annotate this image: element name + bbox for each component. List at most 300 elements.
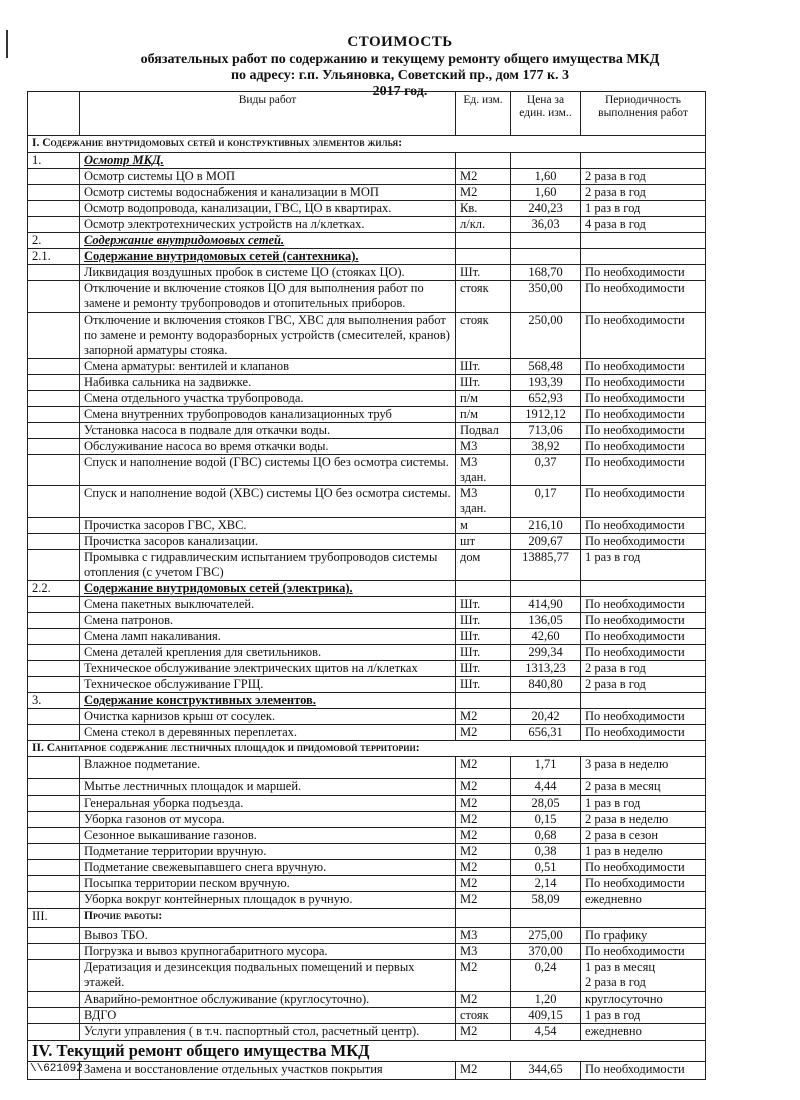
row-periodicity: По необходимости — [581, 944, 706, 960]
table-row — [28, 486, 706, 518]
row-unit: М3 — [456, 928, 511, 944]
row-number — [28, 217, 80, 233]
row-work-title: Смена ламп накаливания. — [80, 629, 456, 645]
row-price: 0,38 — [511, 844, 581, 860]
row-periodicity: По необходимости — [581, 860, 706, 876]
table-row — [28, 375, 706, 391]
row-unit: Шт. — [456, 597, 511, 613]
row-number: 1. — [28, 153, 80, 169]
table-row — [28, 677, 706, 693]
row-number — [28, 185, 80, 201]
row-number — [28, 1008, 80, 1024]
sub-heading-row — [28, 693, 706, 709]
row-number — [28, 645, 80, 661]
table-row — [28, 1008, 706, 1024]
table-row — [28, 844, 706, 860]
table-row — [28, 391, 706, 407]
row-price: 168,70 — [511, 265, 581, 281]
row-price: 13885,77 — [511, 550, 581, 581]
row-periodicity: 1 раз в год — [581, 1008, 706, 1024]
document-year: 2017 год. — [372, 84, 428, 99]
row-periodicity: По необходимости — [581, 423, 706, 439]
row-work-title: Спуск и наполнение водой (ГВС) системы ЦО без осмотра системы. — [80, 455, 456, 486]
row-periodicity: ежедневно — [581, 892, 706, 909]
group-heading-row — [28, 153, 706, 169]
row-periodicity: 2 раза в год — [581, 185, 706, 201]
row-periodicity: По необходимости — [581, 709, 706, 725]
row-unit: М2 — [456, 992, 511, 1008]
row-unit — [456, 909, 511, 928]
row-unit: М2 — [456, 844, 511, 860]
row-price: 1,20 — [511, 992, 581, 1008]
row-number — [28, 779, 80, 796]
row-unit: Шт. — [456, 677, 511, 693]
row-number — [28, 613, 80, 629]
big-heading-row — [28, 1041, 706, 1062]
row-unit: М2 — [456, 796, 511, 812]
document-title: СТОИМОСТЬ — [347, 34, 453, 50]
row-price: 0,68 — [511, 828, 581, 844]
row-unit: М2 — [456, 960, 511, 992]
row-number — [28, 375, 80, 391]
row-work-title: Смена патронов. — [80, 613, 456, 629]
table-row — [28, 661, 706, 677]
table-row — [28, 185, 706, 201]
row-number — [28, 661, 80, 677]
row-periodicity: 1 раз в месяц 2 раза в год — [581, 960, 706, 992]
table-row — [28, 828, 706, 844]
row-price: 240,23 — [511, 201, 581, 217]
row-number — [28, 407, 80, 423]
table-row — [28, 613, 706, 629]
row-work-title: Уборка вокруг контейнерных площадок в ручную. — [80, 892, 456, 909]
row-periodicity: По необходимости — [581, 455, 706, 486]
works-table — [27, 91, 706, 1080]
row-number — [28, 725, 80, 741]
row-number — [28, 892, 80, 909]
row-number — [28, 201, 80, 217]
row-periodicity: По необходимости — [581, 313, 706, 359]
row-periodicity: 1 раз в год — [581, 201, 706, 217]
row-price: 0,51 — [511, 860, 581, 876]
row-price: 652,93 — [511, 391, 581, 407]
row-price: 4,44 — [511, 779, 581, 796]
row-number: III. — [28, 909, 80, 928]
row-unit — [456, 249, 511, 265]
row-periodicity: По необходимости — [581, 375, 706, 391]
row-work-title: Обслуживание насоса во время откачки воды. — [80, 439, 456, 455]
table-row — [28, 359, 706, 375]
row-number: 2. — [28, 233, 80, 249]
row-number — [28, 423, 80, 439]
row-number — [28, 860, 80, 876]
row-price: 344,65 — [511, 1062, 581, 1080]
table-row — [28, 709, 706, 725]
row-periodicity: По необходимости — [581, 629, 706, 645]
row-number: 3. — [28, 693, 80, 709]
row-work-title: Отключение и включение стояков ЦО для выполнения работ по замене и ремонту трубопроводов и отопительных приборов. — [80, 281, 456, 313]
row-work-title: Содержание внутридомовых сетей (электрика). — [80, 581, 456, 597]
row-periodicity: 2 раза в год — [581, 169, 706, 185]
row-price: 299,34 — [511, 645, 581, 661]
table-row — [28, 928, 706, 944]
table-row — [28, 796, 706, 812]
row-number — [28, 876, 80, 892]
table-row — [28, 439, 706, 455]
row-price: 0,17 — [511, 486, 581, 518]
row-periodicity: По необходимости — [581, 725, 706, 741]
row-unit: М2 — [456, 860, 511, 876]
sec-heading-row — [28, 909, 706, 928]
row-work-title: Генеральная уборка подъезда. — [80, 796, 456, 812]
row-number — [28, 960, 80, 992]
row-unit: М2 — [456, 169, 511, 185]
row-unit: п/м — [456, 391, 511, 407]
row-work-title: Набивка сальника на задвижке. — [80, 375, 456, 391]
row-periodicity: По необходимости — [581, 265, 706, 281]
row-work-title: Вывоз ТБО. — [80, 928, 456, 944]
table-row — [28, 892, 706, 909]
section-heading: I. Содержание внутридомовых сетей и конструктивных элементов жилья: — [28, 136, 706, 153]
row-unit: п/м — [456, 407, 511, 423]
table-row — [28, 550, 706, 581]
row-work-title: Прочистка засоров канализации. — [80, 534, 456, 550]
row-unit: М3 здан. — [456, 486, 511, 518]
row-unit: М2 — [456, 1024, 511, 1041]
row-work-title: Смена арматуры: вентилей и клапанов — [80, 359, 456, 375]
row-work-title: Сезонное выкашивание газонов. — [80, 828, 456, 844]
row-periodicity: По необходимости — [581, 518, 706, 534]
table-row — [28, 217, 706, 233]
col-header-unit: Ед. изм. — [456, 92, 511, 136]
table-row — [28, 169, 706, 185]
row-price: 409,15 — [511, 1008, 581, 1024]
row-price — [511, 693, 581, 709]
row-work-title: Установка насоса в подвале для откачки воды. — [80, 423, 456, 439]
row-work-title: Уборка газонов от мусора. — [80, 812, 456, 828]
row-work-title: Очистка карнизов крыш от сосулек. — [80, 709, 456, 725]
row-price: 136,05 — [511, 613, 581, 629]
section-heading: IV. Текущий ремонт общего имущества МКД — [28, 1041, 706, 1062]
row-price: 414,90 — [511, 597, 581, 613]
row-price: 216,10 — [511, 518, 581, 534]
row-periodicity: По необходимости — [581, 391, 706, 407]
col-header-price: Цена за един. изм.. — [511, 92, 581, 136]
table-row — [28, 597, 706, 613]
table-row — [28, 860, 706, 876]
row-price — [511, 153, 581, 169]
table-row — [28, 455, 706, 486]
row-periodicity: 1 раз в год — [581, 796, 706, 812]
row-price: 370,00 — [511, 944, 581, 960]
row-number — [28, 812, 80, 828]
row-price: 568,48 — [511, 359, 581, 375]
row-work-title: Осмотр системы ЦО в МОП — [80, 169, 456, 185]
row-unit: стояк — [456, 281, 511, 313]
row-number — [28, 169, 80, 185]
row-work-title: Промывка с гидравлическим испытанием трубопроводов системы отопления (с учетом ГВС) — [80, 550, 456, 581]
row-unit: М2 — [456, 725, 511, 741]
sec-heading-row — [28, 741, 706, 757]
row-unit: М3 здан. — [456, 455, 511, 486]
row-unit: М3 — [456, 439, 511, 455]
table-row — [28, 423, 706, 439]
row-price: 1,60 — [511, 169, 581, 185]
row-price — [511, 581, 581, 597]
row-periodicity: По необходимости — [581, 439, 706, 455]
row-work-title: Осмотр системы водоснабжения и канализации в МОП — [80, 185, 456, 201]
row-unit: Шт. — [456, 375, 511, 391]
row-price: 840,80 — [511, 677, 581, 693]
row-work-title: Прочистка засоров ГВС, ХВС. — [80, 518, 456, 534]
row-unit: Шт. — [456, 613, 511, 629]
row-work-title: Смена отдельного участка трубопровода. — [80, 391, 456, 407]
row-price: 1,60 — [511, 185, 581, 201]
row-number — [28, 534, 80, 550]
row-number — [28, 486, 80, 518]
row-unit: М2 — [456, 876, 511, 892]
row-periodicity: По необходимости — [581, 645, 706, 661]
row-unit — [456, 153, 511, 169]
row-price: 209,67 — [511, 534, 581, 550]
row-periodicity: По необходимости — [581, 597, 706, 613]
row-price: 2,14 — [511, 876, 581, 892]
row-unit: М2 — [456, 828, 511, 844]
row-work-title: Отключение и включения стояков ГВС, ХВС для выполнения работ по замене и ремонту водоразборных устройств (смесителей, кранов) запорной арматуры стояка. — [80, 313, 456, 359]
row-price: 350,00 — [511, 281, 581, 313]
table-row — [28, 313, 706, 359]
row-periodicity: 2 раза в неделю — [581, 812, 706, 828]
row-price: 58,09 — [511, 892, 581, 909]
table-row — [28, 1062, 706, 1080]
row-periodicity: 2 раза в год — [581, 677, 706, 693]
row-unit: Кв. — [456, 201, 511, 217]
row-periodicity: По необходимости — [581, 281, 706, 313]
row-periodicity: По необходимости — [581, 359, 706, 375]
row-periodicity — [581, 693, 706, 709]
row-number — [28, 944, 80, 960]
row-work-title: Спуск и наполнение водой (ХВС) системы ЦО без осмотра системы. — [80, 486, 456, 518]
row-unit: л/кл. — [456, 217, 511, 233]
row-number — [28, 439, 80, 455]
row-price: 1313,23 — [511, 661, 581, 677]
row-work-title: Мытье лестничных площадок и маршей. — [80, 779, 456, 796]
row-price: 0,24 — [511, 960, 581, 992]
row-unit: М2 — [456, 1062, 511, 1080]
row-periodicity: По необходимости — [581, 1062, 706, 1080]
row-price: 656,31 — [511, 725, 581, 741]
row-work-title: Осмотр МКД. — [80, 153, 456, 169]
row-number — [28, 597, 80, 613]
row-periodicity: По необходимости — [581, 407, 706, 423]
row-periodicity: 1 раз в год — [581, 550, 706, 581]
table-row — [28, 992, 706, 1008]
row-number — [28, 928, 80, 944]
row-work-title: Смена деталей крепления для светильников. — [80, 645, 456, 661]
row-price: 1912,12 — [511, 407, 581, 423]
table-row — [28, 876, 706, 892]
row-unit: Шт. — [456, 645, 511, 661]
sec-heading-row — [28, 136, 706, 153]
row-periodicity: 2 раза в год — [581, 661, 706, 677]
row-periodicity — [581, 909, 706, 928]
table-row — [28, 812, 706, 828]
row-number — [28, 796, 80, 812]
row-price — [511, 909, 581, 928]
row-periodicity — [581, 249, 706, 265]
table-row — [28, 629, 706, 645]
table-row — [28, 534, 706, 550]
row-unit: стояк — [456, 1008, 511, 1024]
row-unit: Шт. — [456, 265, 511, 281]
row-work-title: Услуги управления ( в т.ч. паспортный стол, расчетный центр). — [80, 1024, 456, 1041]
table-row — [28, 265, 706, 281]
row-unit: М2 — [456, 757, 511, 779]
row-price: 28,05 — [511, 796, 581, 812]
row-work-title: Ликвидация воздушных пробок в системе ЦО (стояках ЦО). — [80, 265, 456, 281]
table-row — [28, 725, 706, 741]
row-periodicity: 3 раза в неделю — [581, 757, 706, 779]
row-periodicity: ежедневно — [581, 1024, 706, 1041]
row-work-title: Осмотр водопровода, канализации, ГВС, ЦО в квартирах. — [80, 201, 456, 217]
row-price: 20,42 — [511, 709, 581, 725]
row-price: 38,92 — [511, 439, 581, 455]
row-price: 42,60 — [511, 629, 581, 645]
row-work-title: Техническое обслуживание электрических щитов на л/клетках — [80, 661, 456, 677]
row-periodicity: По необходимости — [581, 486, 706, 518]
row-number — [28, 844, 80, 860]
row-price: 4,54 — [511, 1024, 581, 1041]
row-unit: М2 — [456, 185, 511, 201]
row-price: 36,03 — [511, 217, 581, 233]
row-number — [28, 709, 80, 725]
row-work-title: Смена стекол в деревянных переплетах. — [80, 725, 456, 741]
row-periodicity: 1 раз в неделю — [581, 844, 706, 860]
row-work-title: Прочие работы: — [80, 909, 456, 928]
row-unit: Шт. — [456, 661, 511, 677]
table-header-row — [28, 92, 706, 136]
row-number — [28, 629, 80, 645]
row-number — [28, 677, 80, 693]
row-work-title: Осмотр электротехнических устройств на л/клетках. — [80, 217, 456, 233]
row-work-title: Смена пакетных выключателей. — [80, 597, 456, 613]
row-work-title: Содержание конструктивных элементов. — [80, 693, 456, 709]
row-work-title: Смена внутренних трубопроводов канализационных труб — [80, 407, 456, 423]
row-periodicity: 2 раза в сезон — [581, 828, 706, 844]
row-number — [28, 265, 80, 281]
table-row — [28, 281, 706, 313]
row-price: 1,71 — [511, 757, 581, 779]
row-price: 250,00 — [511, 313, 581, 359]
row-number — [28, 992, 80, 1008]
row-work-title: Техническое обслуживание ГРЩ. — [80, 677, 456, 693]
col-header-number — [28, 92, 80, 136]
row-unit — [456, 233, 511, 249]
row-unit: М2 — [456, 709, 511, 725]
table-row — [28, 779, 706, 796]
row-work-title: Подметание территории вручную. — [80, 844, 456, 860]
table-row — [28, 960, 706, 992]
table-row — [28, 518, 706, 534]
row-number — [28, 281, 80, 313]
row-unit: Шт. — [456, 629, 511, 645]
row-number — [28, 518, 80, 534]
row-work-title: Влажное подметание. — [80, 757, 456, 779]
row-periodicity: 2 раза в месяц — [581, 779, 706, 796]
row-price: 713,06 — [511, 423, 581, 439]
row-work-title: Содержание внутридомовых сетей (сантехника). — [80, 249, 456, 265]
row-periodicity — [581, 153, 706, 169]
row-price: 193,39 — [511, 375, 581, 391]
row-work-title: Дератизация и дезинсекция подвальных помещений и первых этажей. — [80, 960, 456, 992]
row-price: 0,15 — [511, 812, 581, 828]
row-price — [511, 249, 581, 265]
row-unit: стояк — [456, 313, 511, 359]
row-number — [28, 1024, 80, 1041]
row-number — [28, 359, 80, 375]
row-work-title: ВДГО — [80, 1008, 456, 1024]
row-work-title: Содержание внутридомовых сетей. — [80, 233, 456, 249]
row-unit — [456, 693, 511, 709]
row-periodicity: По необходимости — [581, 876, 706, 892]
row-unit: дом — [456, 550, 511, 581]
row-work-title: Подметание свежевыпавшего снега вручную. — [80, 860, 456, 876]
row-price: 0,37 — [511, 455, 581, 486]
row-unit: М2 — [456, 892, 511, 909]
col-header-periodicity: Периодичность выполнения работ — [581, 92, 706, 136]
row-unit — [456, 581, 511, 597]
document-subtitle: обязательных работ по содержанию и текущему ремонту общего имущества МКД — [140, 52, 660, 67]
row-unit: Подвал — [456, 423, 511, 439]
row-work-title: Аварийно-ремонтное обслуживание (круглосуточно). — [80, 992, 456, 1008]
section-heading: II. Санитарное содержание лестничных площадок и придомовой территории: — [28, 741, 706, 757]
row-periodicity: По необходимости — [581, 613, 706, 629]
row-periodicity: круглосуточно — [581, 992, 706, 1008]
row-work-title: Посыпка территории песком вручную. — [80, 876, 456, 892]
table-row — [28, 944, 706, 960]
row-number — [28, 455, 80, 486]
row-work-title: Погрузка и вывоз крупногабаритного мусора. — [80, 944, 456, 960]
row-price — [511, 233, 581, 249]
row-number — [28, 313, 80, 359]
table-row — [28, 757, 706, 779]
row-unit: шт — [456, 534, 511, 550]
row-work-title: Замена и восстановление отдельных участков покрытия — [80, 1062, 456, 1080]
row-number: 2.1. — [28, 249, 80, 265]
row-price: 275,00 — [511, 928, 581, 944]
row-number — [28, 391, 80, 407]
works-table-body — [28, 136, 706, 1080]
group-heading-row — [28, 233, 706, 249]
row-unit: М3 — [456, 944, 511, 960]
sub-heading-row — [28, 581, 706, 597]
row-unit: Шт. — [456, 359, 511, 375]
row-periodicity: 4 раза в год — [581, 217, 706, 233]
row-number — [28, 757, 80, 779]
row-unit: М2 — [456, 812, 511, 828]
table-row — [28, 201, 706, 217]
table-row — [28, 645, 706, 661]
row-periodicity: По необходимости — [581, 534, 706, 550]
row-unit: М2 — [456, 779, 511, 796]
row-periodicity: По графику — [581, 928, 706, 944]
document-address: по адресу: г.п. Ульяновка, Советский пр., дом 177 к. 3 — [230, 68, 570, 83]
row-number — [28, 550, 80, 581]
document-code: \\621092 — [30, 1063, 83, 1075]
row-periodicity — [581, 233, 706, 249]
row-periodicity — [581, 581, 706, 597]
table-row — [28, 1024, 706, 1041]
